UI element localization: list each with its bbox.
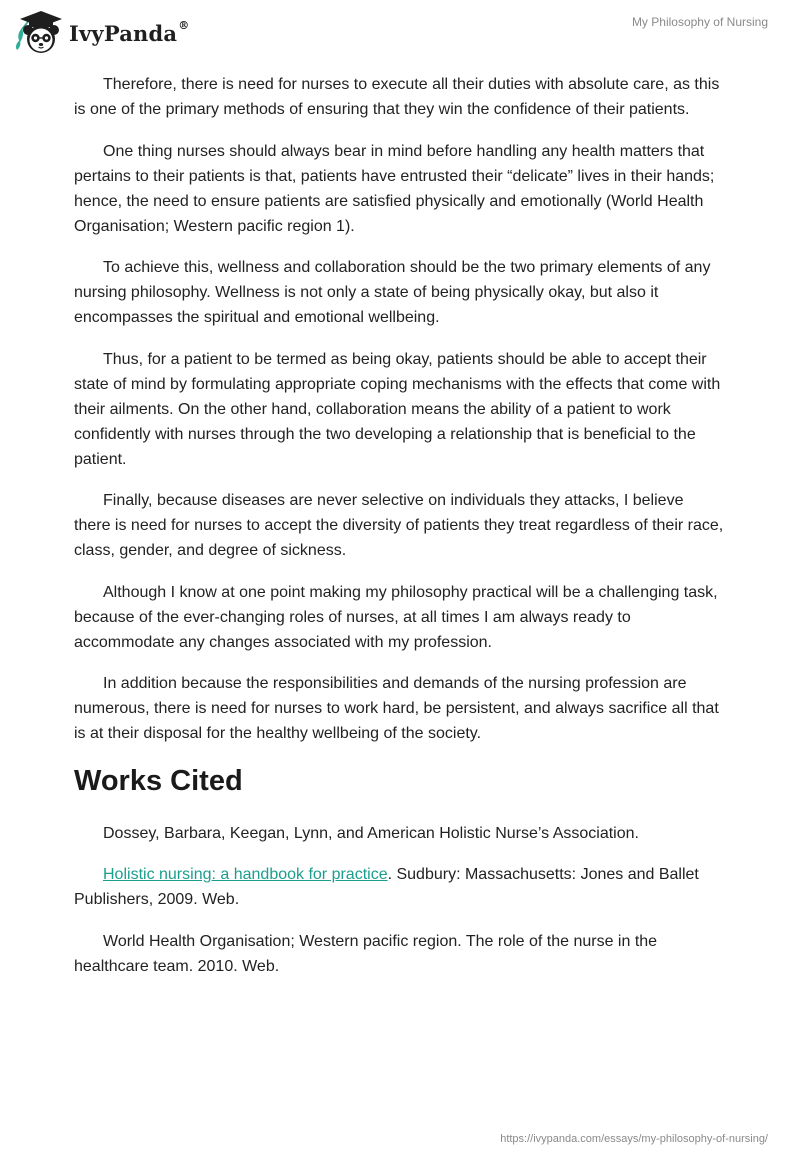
panda-graduate-icon: [14, 9, 64, 57]
works-cited-heading: Works Cited: [74, 764, 243, 797]
brand-name: [69, 18, 190, 46]
body-paragraph-4: Thus, for a patient to be termed as being okay, patients should be able to accept their state of mind by formulating appropriate coping mechanisms with the effects that come with their ailments. On the other hand, collaboration means the ability of a patient to work confidently with nurses through the two developing a relationship that is beneficial to the patient.: [74, 350, 721, 468]
body-paragraph-2: One thing nurses should always bear in mind before handling any health matters that pertains to their patients is that, patients have entrusted their “delicate” lives in their hands; hence, the need to ensure patients are satisfied physically and emotionally (World Health Organisation; Western pacific region 1).: [74, 142, 715, 235]
brand-name-text: IvyPanda: [69, 20, 178, 46]
citation-1-publisher: . Sudbury: Massachusetts: Jones and Ballet Publishers, 2009. Web.: [74, 866, 699, 908]
registered-mark: ®: [178, 18, 190, 32]
body-paragraph-7: In addition because the responsibilities and demands of the nursing profession are numerous, there is need for nurses to work hard, be persistent, and always sacrifice all that is at their disposal for the healthy wellbeing of the society.: [74, 675, 719, 742]
citation-1-authors: Dossey, Barbara, Keegan, Lynn, and American Holistic Nurse’s Association.: [103, 824, 639, 842]
citation-1-details: [74, 862, 724, 912]
footer-url: https://ivypanda.com/essays/my-philosophy-of-nursing/: [500, 1133, 768, 1145]
body-paragraph-5: Finally, because diseases are never selective on individuals they attacks, I believe there is need for nurses to accept the diversity of patients they treat regardless of their race, class, gender, and degree of sickness.: [74, 492, 724, 559]
body-paragraph-3: To achieve this, wellness and collaboration should be the two primary elements of any nursing philosophy. Wellness is not only a state of being physically okay, but also it encompasses the spiritual and emotional wellbeing.: [74, 259, 711, 326]
body-paragraph-1: Therefore, there is need for nurses to execute all their duties with absolute care, as this is one of the primary methods of ensuring that they win the confidence of their patients.: [74, 76, 720, 118]
page-header: [0, 0, 800, 64]
body-paragraph-6: Although I know at one point making my philosophy practical will be a challenging task, because of the ever-changing roles of nurses, at all times I am always ready to accommodate any changes associated with my profession.: [74, 583, 718, 651]
citation-1-link[interactable]: Holistic nursing: a handbook for practice: [103, 866, 388, 883]
running-title: My Philosophy of Nursing: [631, 15, 768, 29]
essay-content: [74, 72, 724, 995]
citation-2: World Health Organisation; Western pacific region. The role of the nurse in the healthcare team. 2010. Web.: [74, 932, 658, 975]
brand-logo[interactable]: [14, 9, 189, 57]
